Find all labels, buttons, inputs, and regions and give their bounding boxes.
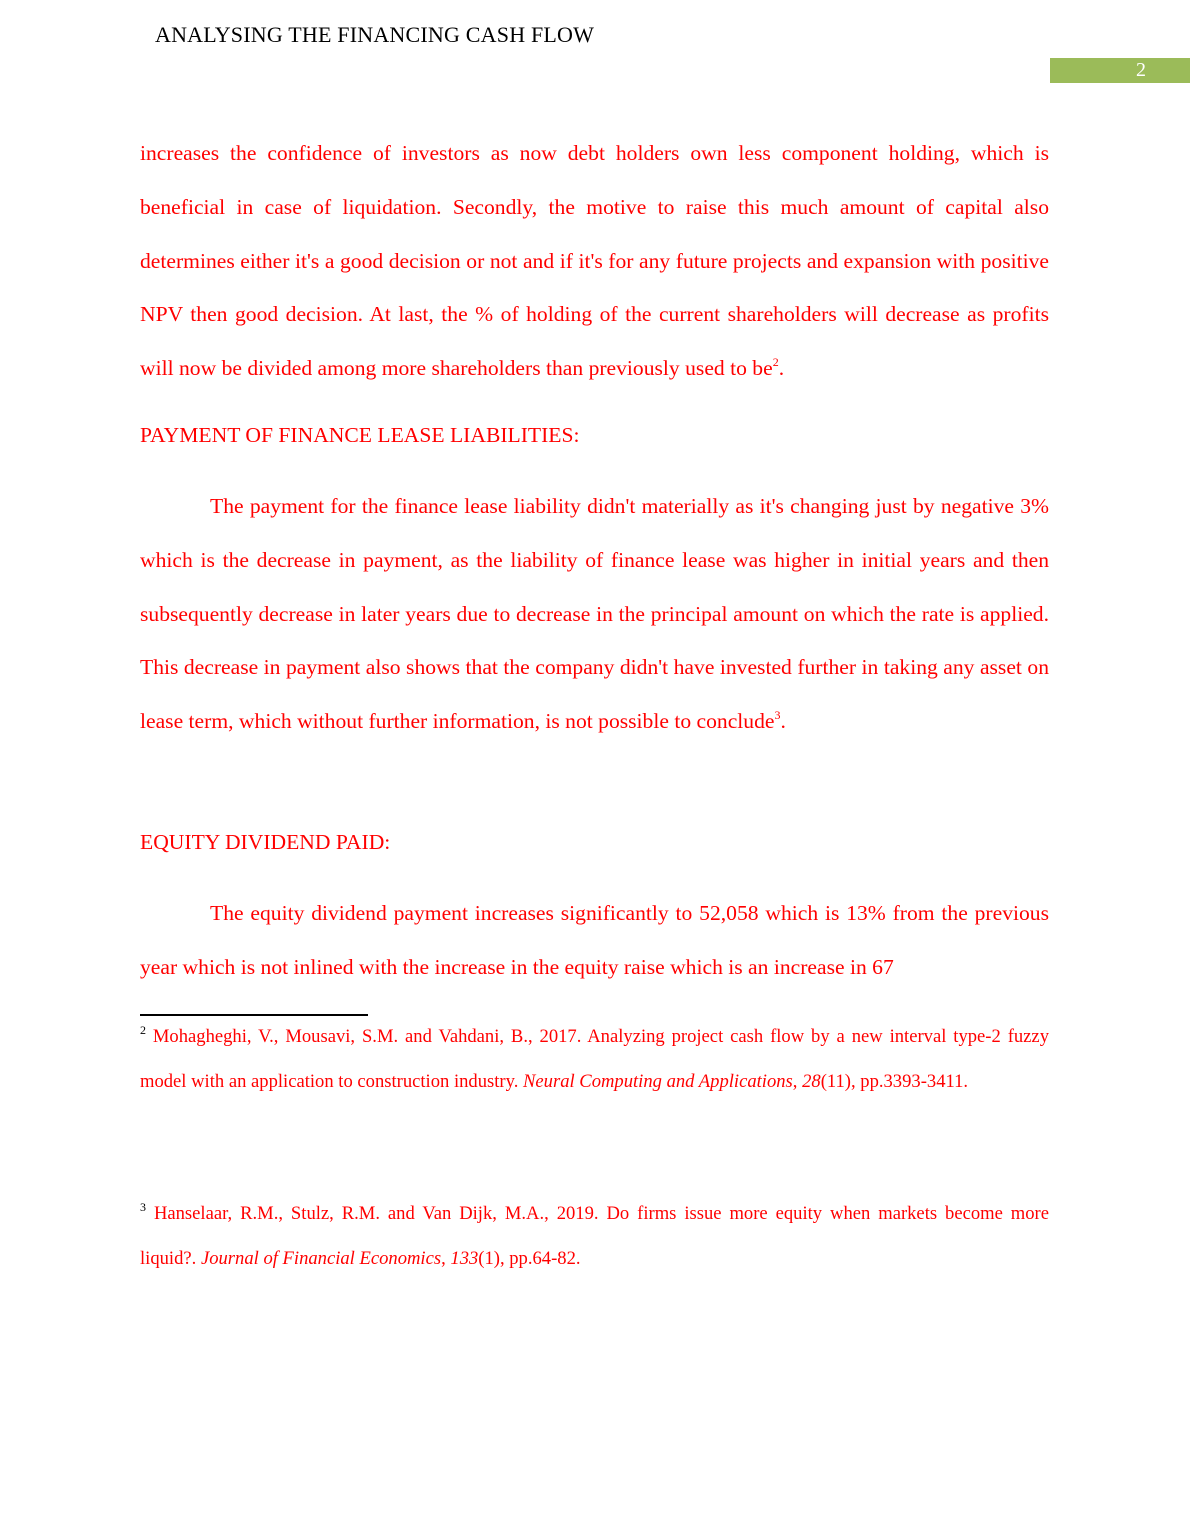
paragraph-text: The equity dividend payment increases significantly to 52,058 which is 13% from the previous year which is not inlined with the increase in the equity raise which is an increase in 67 [140,901,1049,979]
running-head-title: ANALYSING THE FINANCING CASH FLOW [155,22,595,47]
body-paragraph-3 [140,887,1049,995]
footnote-reference-2[interactable]: 2 [772,355,779,370]
footnote-3 [140,1191,1049,1281]
footnote-journal: Neural Computing and Applications [523,1071,793,1092]
footnote-reference-3[interactable]: 3 [774,708,781,723]
paragraph-end: . [778,356,785,381]
section-heading-finance-lease: PAYMENT OF FINANCE LEASE LIABILITIES: [140,423,580,447]
footnote-pages: (11), pp.3393-3411. [820,1071,969,1092]
paragraph-text: increases the confidence of investors as now debt holders own less component holding, which is beneficial in case of liquidation. Secondly, the motive to raise this much amount of capital also determines either it's a good decision or not and if it's for any future projects and expansion with positive NPV then good decision. At last, the % of holding of the current shareholders will decrease as profits will now be divided among more shareholders than previously used to be [140,141,1049,381]
footnote-mark: 3 [140,1200,146,1214]
footnote-mark: 2 [140,1023,146,1037]
page-number: 2 [1136,59,1146,81]
footnote-pages: (1), pp.64-82. [478,1248,581,1269]
body-paragraph-2 [140,480,1049,749]
footnote-2 [140,1014,1049,1104]
paragraph-end: . [780,709,786,734]
footnote-separator-comma: , [441,1248,451,1269]
footnote-volume: 133 [450,1248,479,1269]
footnote-journal: Journal of Financial Economics [200,1248,442,1269]
footnote-citation: Mohagheghi, V., Mousavi, S.M. and Vahdani, B., 2017. Analyzing project cash flow by a new interval type-2 fuzzy model with an application to construction industry. [140,1026,1049,1092]
footnote-volume: 28 [802,1071,821,1092]
footnote-citation: Hanselaar, R.M., Stulz, R.M. and Van Dijk, M.A., 2019. Do firms issue more equity when markets become more liquid?. [140,1203,1049,1269]
section-heading-equity-dividend: EQUITY DIVIDEND PAID: [140,830,391,854]
footnote-separator-comma: , [792,1071,803,1092]
page-number-box [1050,58,1190,83]
body-paragraph-1 [140,127,1049,396]
paragraph-text: The payment for the finance lease liability didn't materially as it's changing just by negative 3% which is the decrease in payment, as the liability of finance lease was higher in initial years and then subsequently decrease in later years due to decrease in the principal amount on which the rate is applied. This decrease in payment also shows that the company didn't have invested further in taking any asset on lease term, which without further information, is not possible to conclude [140,494,1049,734]
